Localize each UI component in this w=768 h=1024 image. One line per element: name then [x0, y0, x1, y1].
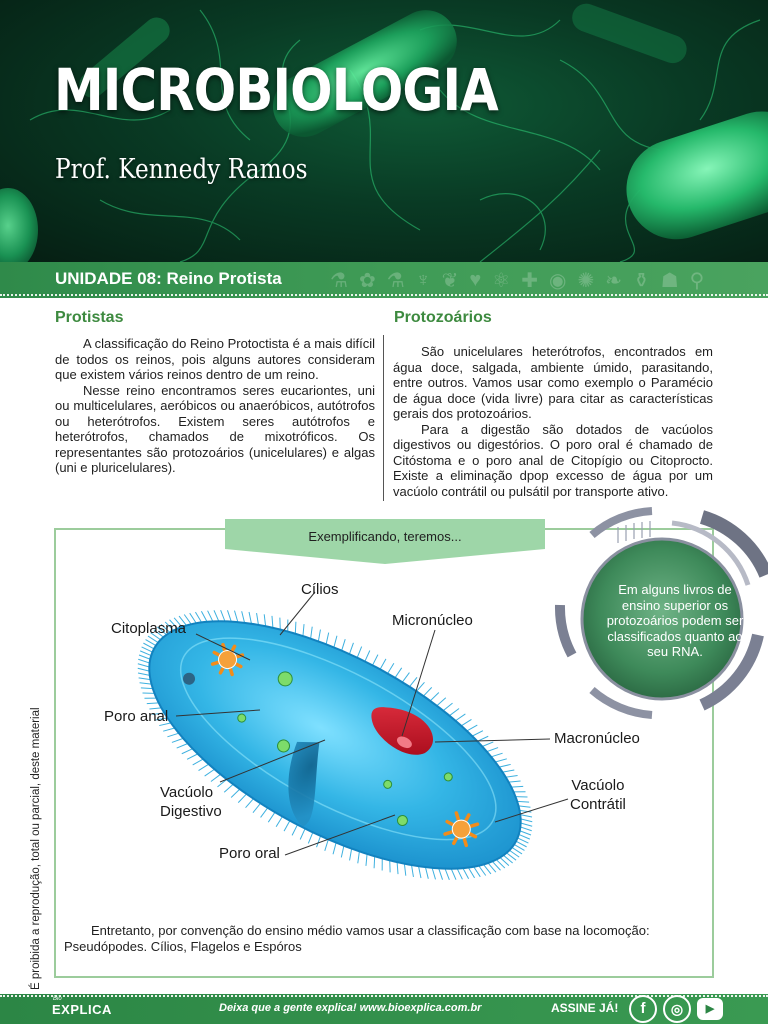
cilium [245, 612, 256, 624]
cilium [414, 866, 425, 878]
example-banner: Exemplificando, teremos... [308, 529, 462, 544]
cilium [395, 667, 402, 678]
eye-icon: ◉ [548, 269, 567, 292]
beaker-icon: ⚱ [632, 269, 650, 292]
cilium [292, 825, 298, 836]
cilium [348, 643, 355, 654]
cilium [338, 846, 346, 858]
paragraph: Nesse reino encontramos seres eucariontes, uni ou multicelulares, aeróbicos ou anaeróbicos, autótrofos ou heterótrofos. Existem seres autótrofos e heterótrofos, chamados de mixotróficos. Os representantes são protozoários (unicelulares) e algas (uni e pluricelulares). [55, 382, 375, 475]
paragraph: A classificação do Reino Protoctista é a mais difícil de todos os reinos, pois alguns autores consideram que existem vários reinos dentro de um reino. [55, 336, 375, 382]
label-line: Contrátil [570, 796, 626, 813]
header-banner [0, 0, 768, 262]
cilium [380, 659, 386, 670]
label-line: Vacúolo [160, 784, 214, 801]
cilium [340, 639, 348, 650]
protistas-heading: Protistas [55, 309, 124, 326]
protozoarios-text [393, 344, 713, 499]
footer-tagline-link[interactable]: Deixa que a gente explica! www.bioexplica.com.br [219, 1002, 482, 1014]
atom-icon: ⚛ [492, 269, 511, 292]
skull-icon: ☗ [660, 269, 679, 292]
author-subtitle: Prof. Kennedy Ramos [55, 154, 308, 185]
label-line: Digestivo [160, 803, 222, 820]
leaf-icon: ❦ [441, 269, 459, 292]
label-vacuolo-contratil [570, 776, 626, 814]
cilium [441, 869, 453, 880]
cilium [276, 816, 282, 827]
unit-bar [0, 262, 768, 298]
label-vacuolo-digestivo [160, 783, 222, 821]
cilium [409, 676, 417, 687]
cilium [246, 797, 254, 809]
label-micronucleo: Micronúcleo [392, 612, 473, 629]
cilium [421, 867, 432, 879]
cilium [486, 863, 498, 872]
cilium [217, 610, 229, 621]
page-title: MICROBIOLOGIA [54, 56, 498, 124]
column-divider [383, 335, 384, 501]
tooth-icon: ♆ [415, 268, 431, 291]
instagram-icon[interactable]: ◎ [663, 995, 691, 1023]
paragraph: São unicelulares heterótrofos, encontrados em água doce, salgada, ambiente úmido, parasitando, entre outros. Vamos usar como exemplo o Paramécio de água doce (vida livre) para citar as características gerais dos protozoários. [393, 344, 713, 421]
cilium [502, 855, 514, 863]
cilium [331, 843, 339, 855]
cilium [372, 655, 378, 666]
cilium [253, 802, 261, 813]
cilium [323, 633, 331, 645]
facebook-icon[interactable]: f [629, 995, 657, 1023]
subscribe-cta[interactable]: ASSINE JÁ! [551, 1001, 619, 1015]
logo-prefix: Bio [53, 996, 62, 1002]
cilium [499, 858, 511, 866]
cilium [402, 672, 409, 683]
label-macronucleo: Macronúcleo [554, 730, 640, 747]
footer-bar [0, 994, 768, 1024]
youtube-icon[interactable]: ▶ [697, 998, 723, 1020]
cilium [435, 868, 447, 879]
decorative-science-icons [330, 264, 704, 296]
callout-text: Em alguns livros de ensino superior os protozoários podem ser classificados quanto ao seu RNA. [606, 582, 744, 659]
bacteria-background-image [0, 0, 768, 262]
flask-icon: ⚗ [386, 269, 405, 292]
bone-icon: ✚ [521, 269, 538, 292]
cilium [261, 807, 268, 818]
plant-icon: ❧ [605, 269, 622, 292]
cilium [490, 861, 502, 870]
label-line: Vacúolo [571, 777, 625, 794]
cilium [428, 868, 439, 880]
test-tube-icon: ⚲ [689, 269, 705, 292]
microscope-icon: ⚗ [330, 269, 348, 292]
cilium [388, 663, 394, 674]
cilium [307, 832, 314, 843]
label-citoplasma: Citoplasma [111, 620, 187, 637]
note-line: Pseudópodes. Cílios, Flagelos e Espóros [64, 939, 302, 954]
dotted-divider [0, 995, 768, 997]
cilium [230, 611, 241, 623]
protistas-text [55, 336, 375, 476]
dna-icon: ✿ [358, 269, 376, 292]
cilium [300, 829, 306, 840]
cilium [224, 610, 236, 621]
cell-icon: ✺ [577, 269, 595, 292]
cilium [495, 860, 507, 868]
cilium [139, 674, 151, 683]
protozoarios-heading: Protozoários [394, 309, 492, 326]
classification-note [64, 923, 704, 955]
cilium [364, 650, 370, 661]
cilium [356, 647, 363, 658]
note-line: Entretanto, por convenção do ensino médio vamos usar a classificação com base na locomoção: [91, 923, 650, 938]
label-cilios: Cílios [301, 581, 339, 598]
heart-icon: ♥ [469, 268, 482, 291]
copyright-side-note: É proibida a reprodução, total ou parcial, deste material [30, 707, 42, 990]
cilium [237, 611, 248, 623]
bioexplica-logo[interactable]: EXPLICA [52, 1002, 112, 1017]
unit-title: UNIDADE 08: Reino Protista [55, 269, 282, 288]
label-poro-anal: Poro anal [104, 708, 169, 725]
paragraph: Para a digestão são dotados de vacúolos digestivos ou digestórios. O poro oral é chamado de Citóstoma e o poro anal de Citopígio ou Citoprocto. Existe a eliminação dpop excesso de água por um vacúolo contrátil ou pulsátil por transporte ativo. [393, 421, 713, 499]
cilium [268, 812, 275, 823]
cilium [284, 821, 290, 832]
dotted-divider [0, 294, 768, 296]
label-poro-oral: Poro oral [219, 845, 280, 862]
cilium [331, 636, 339, 648]
